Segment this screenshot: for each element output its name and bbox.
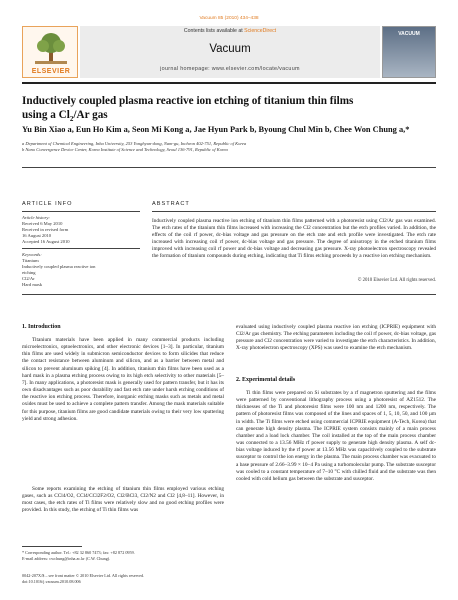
intro-heading: 1. Introduction (22, 324, 61, 330)
abstract-rule (152, 211, 436, 212)
affiliation-b: b Nano Convergence Device Center, Korea Institute of Science and Technology, Seoul 136-791, Republic of Korea (22, 147, 228, 152)
corresponding-author: * Corresponding author. Tel.: +82 32 860 7473; fax: +82 872 0959. (22, 550, 135, 555)
abstract-text: Inductively coupled plasma reactive ion etching of titanium thin films patterned with a photoresist using Cl2/Ar gas was examined. The etch rates of the titanium thin films increased with increasing the Cl2 concentration but the etch profiles varied. In addition, the effects of the coil rf power, dc-bias voltage and gas pressure on the etch rate and etch profile were investigated. The etch rate increased with increasing coil rf power, dc-bias voltage and gas pressure. The degree of anisotropy in the etched titanium films improved with increasing coil rf power and dc-bias voltage and decreasing gas pressure. X-ray photoelectron spectroscopy revealed the formation of titanium compounds during etching, indicating that Ti films etching proceeds by a reactive ion etching mechanism. (152, 218, 436, 259)
header-rule (22, 82, 436, 84)
tree-icon (31, 31, 71, 65)
history-line: 16 August 2010 (22, 233, 52, 238)
keyword: Inductively coupled plasma reactive ion (22, 264, 96, 269)
keyword: Cl2/Ar (22, 276, 35, 281)
publisher-logo (22, 26, 78, 78)
footnote (22, 550, 222, 561)
journal-homepage[interactable]: journal homepage: www.elsevier.com/locate/vacuum (160, 66, 300, 72)
keyword: Hard mask (22, 282, 43, 287)
contents-prefix: Contents lists available at (183, 28, 245, 34)
copyright: © 2010 Elsevier Ltd. All rights reserved. (357, 278, 436, 283)
keywords (22, 252, 140, 288)
publication-info (22, 573, 282, 584)
footnote-rule (22, 546, 82, 547)
intro-paragraph: Titanium materials have been applied in many commercial products including microelectronics, optoelectronics, and other electronic devices [1–3]. In particular, titanium thin films are used widely in submicron semiconductor devices to form silicides that reduce the contact resistance between aluminum and silicon, and as a barrier between metal and silicon to prevent aluminum spiking [4]. In addition, titanium thin films have been used as a hard mask in a plasma etching process owing to its high etch selectivity to other materials [5–7]. In many applications, a photoresist mask is generally used for pattern transfer, but it has its own disadvantages such as poor durability and fast etch rate under harsh etching conditions of the reactive ion etching process. Therefore, inorganic etching masks such as metals and metal oxides must be used to achieve a complete pattern transfer. Among the mask materials suitable for this purpose, titanium films are good candidate materials owing to their very low sputtering yield and strong adhesion. (22, 337, 224, 422)
info-rule (22, 211, 140, 212)
article-title: Inductively coupled plasma reactive ion etching of titanium thin films using a $Cl_2/Ar$ gas (22, 95, 354, 123)
article-authors: Yu Bin Xiao a, Eun Ho Kim a, Seon Mi Kong a, Jae Hyun Park b, Byoung Chul Min b, Chee Won Chung a,* (22, 125, 410, 134)
divider (22, 167, 436, 168)
experimental-heading: 2. Experimental details (236, 377, 296, 383)
keywords-label: Keywords: (22, 252, 42, 257)
journal-cover (382, 26, 436, 78)
article-history (22, 215, 140, 245)
keyword: Titanium (22, 258, 39, 263)
intro-continuation: evaluated using inductively coupled plasma reactive ion etching (ICPRIE) equipment with Cl2/Ar gas chemistry. The etching parameters including the coil rf power, dc-bias voltage, gas pressure and Cl2 concentration were varied to investigate the etch characteristics. In addition, X-ray photoelectron spectroscopy (XPS) was used to examine the etch mechanism. (236, 324, 436, 352)
journal-name: Vacuum (209, 43, 251, 55)
info-rule (22, 248, 140, 249)
history-line: Received in revised form (22, 227, 69, 232)
cover-title: VACUUM (398, 31, 420, 37)
sciencedirect-link[interactable]: ScienceDirect (244, 28, 277, 34)
affiliation-a: a Department of Chemical Engineering, Inha University, 253 Yonghyun-dong, Nam-gu, Incheon 402-751, Republic of Korea (22, 141, 247, 146)
experimental-paragraph: Ti thin films were prepared on Si substrates by a rf magnetron sputtering and the films were patterned by conventional lithography process using a photoresist of AZ1512. The thicknesses of the Ti and photoresist films were 100 nm and 1200 nm, respectively. The pattern of photoresist films was composed of the lines and spaces of 1, 5, 10, 50, and 100 µm in width. The Ti films were etched using commercial ICPRIE equipment (A-Tech, Korea) that can generate high density plasma. The ICPRIE system consists mainly of a main process chamber and a load lock chamber. The coil installed at the top of the main process chamber was connected to a 13.56 MHz rf power supply to generate high density plasma. A self dc-bias voltage induced by the rf power at 13.56 MHz was capacitively coupled to the substrate susceptor to control the ion energy in the plasma. The main process chamber was evacuated to a base pressure of 2.66–3.99 × 10−4 Pa using a turbomolecular pump. The substrate susceptor was cooled to a constant temperature of 7–10 °C with chilled fluid and the substrate was then cooled with cold helium gas between the substrate and susceptor. (236, 390, 436, 482)
journal-citation: Vacuum 85 (2010) 434–438 (199, 16, 259, 21)
contents-line (80, 28, 380, 34)
abstract-heading: ABSTRACT (152, 201, 190, 207)
keyword: etching (22, 270, 36, 275)
publisher-name: ELSEVIER (31, 68, 71, 75)
email-line[interactable]: E-mail address: cwchung@inha.ac.kr (C.W. Chung). (22, 555, 111, 561)
history-line: Accepted 16 August 2010 (22, 239, 70, 244)
doi-link[interactable]: doi:10.1016/j.vacuum.2010.08.006 (22, 578, 81, 584)
issn-line: 0042-207X/$ – see front matter © 2010 Elsevier Ltd. All rights reserved. (22, 573, 145, 578)
intro-paragraph: Some reports examining the etching of titanium thin films employed various etching gases, such as CCl4/O2, CCl4/CCl2F2/O2, Cl2/BCl3, Cl2/N2 and Cl2 [4,8–11]. However, in most cases, the etch rates of Ti films were relatively slow and no good etching profiles were provided. In this study, the etching of Ti thin films was (22, 486, 224, 514)
journal-band (80, 26, 380, 78)
history-line: Received 6 May 2010 (22, 221, 63, 226)
journal-header (22, 26, 436, 78)
history-label: Article history: (22, 215, 50, 220)
divider (22, 294, 436, 295)
article-info-heading: ARTICLE INFO (22, 201, 73, 207)
